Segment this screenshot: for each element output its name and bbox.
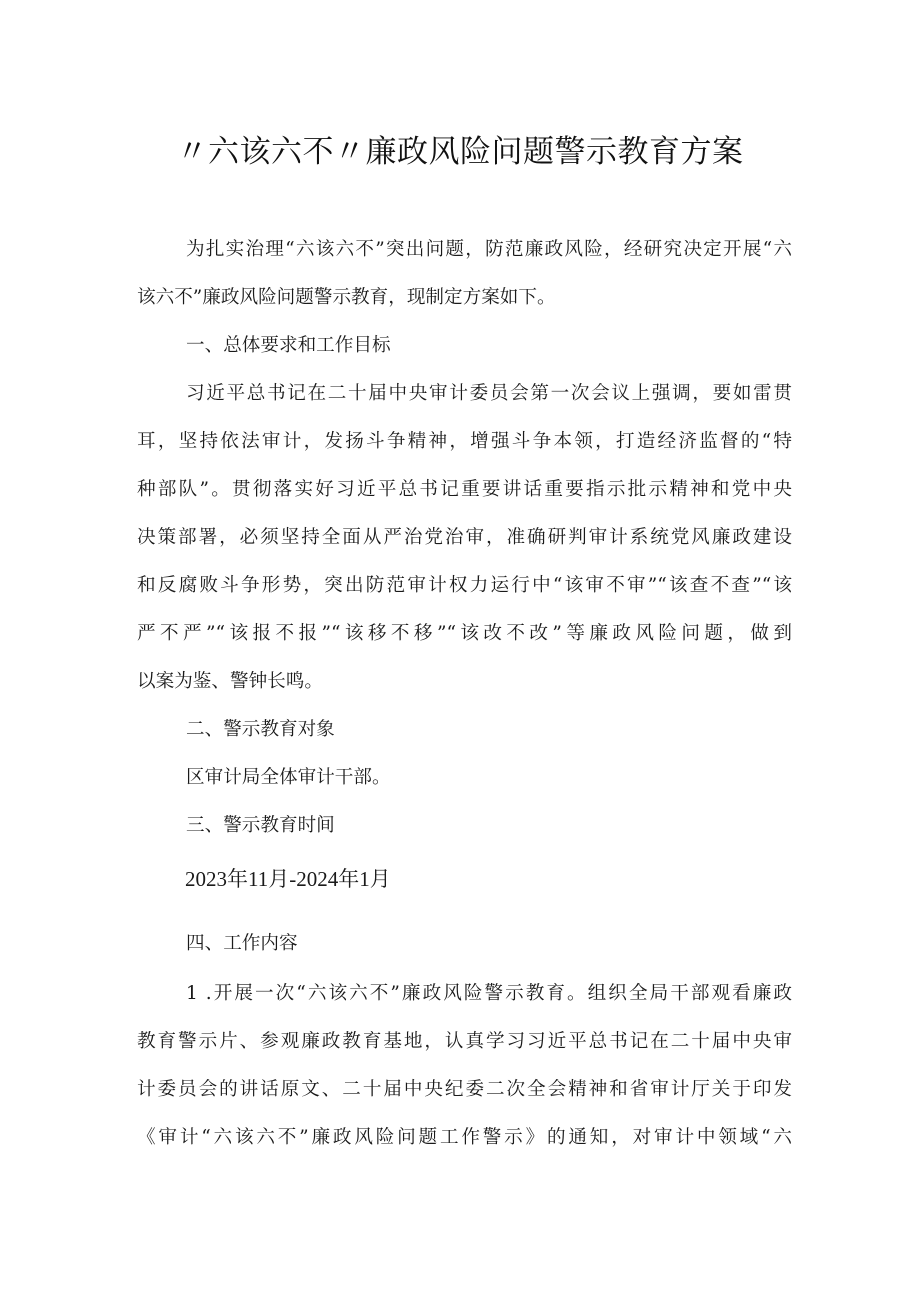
date-range: 2023年11月-2024年1月 [185,867,391,891]
paragraph-line: 教育警示片、参观廉政教育基地，认真学习习近平总书记在二十届中央审 [137,1031,792,1052]
paragraph-line: 计委员会的讲话原文、二十届中央纪委二次全会精神和省审计厅关于印发 [137,1079,792,1100]
paragraph-line: 严不严”“该报不报”“该移不移”“该改不改”等廉政风险问题，做到 [137,623,792,644]
intro-line: 该六不”廉政风险问题警示教育，现制定方案如下。 [137,287,556,308]
paragraph-line: 1 .开展一次“六该六不”廉政风险警示教育。组织全局干部观看廉政 [186,983,792,1004]
section-heading: 三、警示教育时间 [186,815,335,836]
section-heading: 一、总体要求和工作目标 [186,335,391,356]
paragraph-line: 和反腐败斗争形势，突出防范审计权力运行中“该审不审”“该查不查”“该 [137,575,792,596]
document-title: 〃六该六不〃廉政风险问题警示教育方案 [176,134,744,170]
paragraph-line: 以案为鉴、警钟长鸣。 [137,671,323,692]
paragraph-line: 区审计局全体审计干部。 [186,767,391,788]
paragraph-line: 决策部署，必须坚持全面从严治党治审，准确研判审计系统党风廉政建设 [137,527,792,548]
intro-line: 为扎实治理“六该六不”突出问题，防范廉政风险，经研究决定开展“六 [186,239,792,260]
section-heading: 四、工作内容 [186,933,298,954]
paragraph-line: 《审计“六该六不”廉政风险问题工作警示》的通知，对审计中领域“六 [137,1127,792,1148]
paragraph-line: 习近平总书记在二十届中央审计委员会第一次会议上强调，要如雷贯 [186,383,792,404]
paragraph-line: 种部队”。贯彻落实好习近平总书记重要讲话重要指示批示精神和党中央 [137,479,792,500]
section-heading: 二、警示教育对象 [186,719,335,740]
paragraph-line: 耳，坚持依法审计，发扬斗争精神，增强斗争本领，打造经济监督的“特 [137,431,792,452]
